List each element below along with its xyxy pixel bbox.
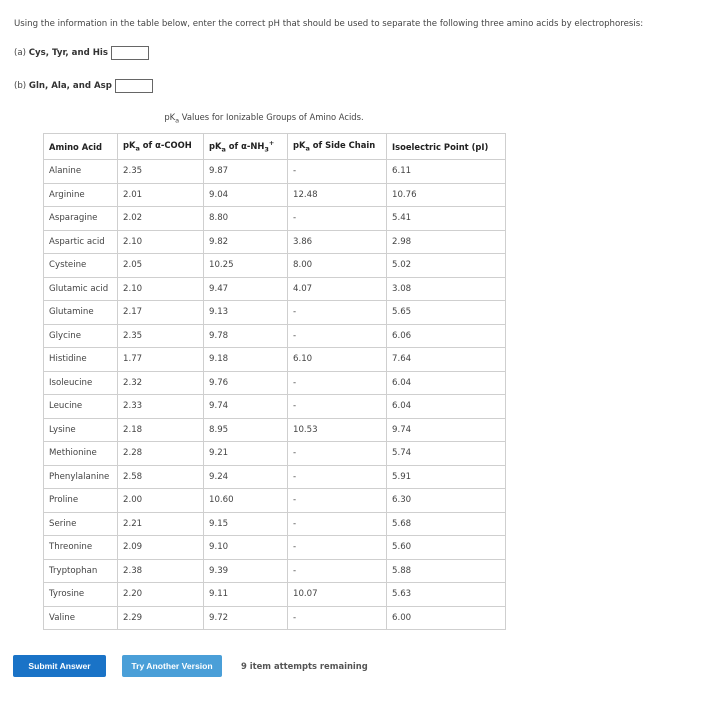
cell-amino-acid: Glutamine <box>44 301 118 325</box>
cell-pka-cooh: 2.00 <box>118 489 204 513</box>
submit-answer-button[interactable]: Submit Answer <box>13 655 106 677</box>
header-pka-side-chain: $pK_a$ of Side Chain <box>288 134 387 160</box>
cell-pka-cooh: 2.05 <box>118 254 204 278</box>
cell-pka-cooh: 2.33 <box>118 395 204 419</box>
cell-amino-acid: Tryptophan <box>44 559 118 583</box>
table-row <box>44 207 506 231</box>
cell-pka-nh3: 9.72 <box>204 606 288 630</box>
cell-pka-cooh: 2.38 <box>118 559 204 583</box>
table-row <box>44 489 506 513</box>
cell-amino-acid: Leucine <box>44 395 118 419</box>
cell-isoelectric-point: 6.11 <box>387 160 506 184</box>
table-row <box>44 559 506 583</box>
cell-pka-side-chain: - <box>288 301 387 325</box>
table-row <box>44 160 506 184</box>
cell-isoelectric-point: 6.04 <box>387 371 506 395</box>
cell-isoelectric-point: 5.74 <box>387 442 506 466</box>
table-row <box>44 301 506 325</box>
answer-b-input[interactable] <box>115 79 153 93</box>
table-row <box>44 536 506 560</box>
cell-isoelectric-point: 9.74 <box>387 418 506 442</box>
cell-pka-nh3: 9.04 <box>204 183 288 207</box>
cell-isoelectric-point: 7.64 <box>387 348 506 372</box>
cell-pka-side-chain: - <box>288 465 387 489</box>
cell-pka-cooh: 1.77 <box>118 348 204 372</box>
cell-isoelectric-point: 10.76 <box>387 183 506 207</box>
cell-amino-acid: Alanine <box>44 160 118 184</box>
cell-pka-cooh: 2.10 <box>118 277 204 301</box>
cell-amino-acid: Phenylalanine <box>44 465 118 489</box>
header-pka-cooh: $pK_a$ of α-COOH <box>118 134 204 160</box>
cell-pka-nh3: 9.47 <box>204 277 288 301</box>
cell-isoelectric-point: 5.68 <box>387 512 506 536</box>
cell-pka-cooh: 2.20 <box>118 583 204 607</box>
cell-pka-nh3: 9.15 <box>204 512 288 536</box>
cell-pka-side-chain: 10.53 <box>288 418 387 442</box>
cell-amino-acid: Arginine <box>44 183 118 207</box>
cell-pka-side-chain: 3.86 <box>288 230 387 254</box>
cell-pka-side-chain: 4.07 <box>288 277 387 301</box>
cell-isoelectric-point: 5.41 <box>387 207 506 231</box>
cell-amino-acid: Isoleucine <box>44 371 118 395</box>
table-row <box>44 583 506 607</box>
cell-pka-side-chain: 10.07 <box>288 583 387 607</box>
table-row <box>44 324 506 348</box>
try-another-version-button[interactable]: Try Another Version <box>122 655 222 677</box>
cell-amino-acid: Aspartic acid <box>44 230 118 254</box>
table-row <box>44 442 506 466</box>
cell-isoelectric-point: 5.65 <box>387 301 506 325</box>
cell-amino-acid: Threonine <box>44 536 118 560</box>
cell-pka-cooh: 2.32 <box>118 371 204 395</box>
header-isoelectric-point: Isoelectric Point (pI) <box>387 134 506 160</box>
cell-isoelectric-point: 5.02 <box>387 254 506 278</box>
cell-pka-nh3: 9.76 <box>204 371 288 395</box>
cell-pka-side-chain: - <box>288 559 387 583</box>
cell-amino-acid: Lysine <box>44 418 118 442</box>
question-b-label: (b) Gln, Ala, and Asp <box>14 81 112 91</box>
table-row <box>44 348 506 372</box>
cell-amino-acid: Cysteine <box>44 254 118 278</box>
cell-isoelectric-point: 6.30 <box>387 489 506 513</box>
table-row <box>44 254 506 278</box>
cell-pka-nh3: 9.18 <box>204 348 288 372</box>
table-row <box>44 606 506 630</box>
cell-pka-nh3: 9.87 <box>204 160 288 184</box>
cell-isoelectric-point: 5.60 <box>387 536 506 560</box>
cell-pka-side-chain: - <box>288 489 387 513</box>
table-row <box>44 418 506 442</box>
cell-amino-acid: Valine <box>44 606 118 630</box>
cell-amino-acid: Methionine <box>44 442 118 466</box>
cell-pka-side-chain: - <box>288 324 387 348</box>
cell-amino-acid: Tyrosine <box>44 583 118 607</box>
cell-pka-side-chain: - <box>288 371 387 395</box>
cell-pka-cooh: 2.28 <box>118 442 204 466</box>
cell-isoelectric-point: 6.06 <box>387 324 506 348</box>
cell-isoelectric-point: 5.63 <box>387 583 506 607</box>
cell-isoelectric-point: 6.00 <box>387 606 506 630</box>
cell-pka-side-chain: - <box>288 160 387 184</box>
cell-amino-acid: Histidine <box>44 348 118 372</box>
cell-pka-cooh: 2.18 <box>118 418 204 442</box>
cell-pka-nh3: 9.74 <box>204 395 288 419</box>
cell-isoelectric-point: 2.98 <box>387 230 506 254</box>
question-a <box>14 46 149 60</box>
table-row <box>44 395 506 419</box>
table-row <box>44 465 506 489</box>
table-row <box>44 371 506 395</box>
cell-pka-nh3: 9.11 <box>204 583 288 607</box>
cell-pka-side-chain: - <box>288 512 387 536</box>
cell-amino-acid: Asparagine <box>44 207 118 231</box>
question-b <box>14 79 153 93</box>
cell-pka-side-chain: 6.10 <box>288 348 387 372</box>
cell-amino-acid: Glutamic acid <box>44 277 118 301</box>
cell-pka-nh3: 10.60 <box>204 489 288 513</box>
pka-table <box>43 133 506 630</box>
cell-amino-acid: Glycine <box>44 324 118 348</box>
table-caption: $pK_a$ Values for Ionizable Groups of Amino Acids. <box>164 112 364 125</box>
cell-pka-nh3: 9.24 <box>204 465 288 489</box>
cell-pka-cooh: 2.21 <box>118 512 204 536</box>
cell-pka-nh3: 9.21 <box>204 442 288 466</box>
cell-pka-cooh: 2.17 <box>118 301 204 325</box>
header-pka-nh3: $pK_a$ of $\alpha-NH_3^+$ <box>204 134 288 160</box>
cell-amino-acid: Proline <box>44 489 118 513</box>
cell-pka-cooh: 2.10 <box>118 230 204 254</box>
cell-pka-nh3: 8.80 <box>204 207 288 231</box>
cell-pka-nh3: 9.13 <box>204 301 288 325</box>
cell-isoelectric-point: 6.04 <box>387 395 506 419</box>
table-row <box>44 183 506 207</box>
cell-pka-side-chain: 8.00 <box>288 254 387 278</box>
cell-pka-side-chain: - <box>288 606 387 630</box>
attempts-remaining: 9 item attempts remaining <box>241 661 368 671</box>
cell-pka-side-chain: 12.48 <box>288 183 387 207</box>
cell-pka-cooh: 2.35 <box>118 324 204 348</box>
cell-pka-cooh: 2.09 <box>118 536 204 560</box>
cell-pka-nh3: 9.78 <box>204 324 288 348</box>
cell-isoelectric-point: 3.08 <box>387 277 506 301</box>
question-a-label: (a) Cys, Tyr, and His <box>14 48 108 58</box>
cell-pka-cooh: 2.01 <box>118 183 204 207</box>
cell-pka-side-chain: - <box>288 207 387 231</box>
table-header-row <box>44 134 506 160</box>
cell-pka-nh3: 8.95 <box>204 418 288 442</box>
table-row <box>44 512 506 536</box>
answer-a-input[interactable] <box>111 46 149 60</box>
cell-pka-cooh: 2.35 <box>118 160 204 184</box>
cell-pka-cooh: 2.58 <box>118 465 204 489</box>
instruction-text: Using the information in the table below, enter the correct pH that should be used to separate the following three amino acids by electrophoresis: <box>14 19 644 29</box>
cell-pka-side-chain: - <box>288 395 387 419</box>
cell-pka-cooh: 2.29 <box>118 606 204 630</box>
header-amino-acid: Amino Acid <box>44 134 118 160</box>
cell-pka-nh3: 9.10 <box>204 536 288 560</box>
cell-pka-side-chain: - <box>288 442 387 466</box>
cell-isoelectric-point: 5.88 <box>387 559 506 583</box>
table-row <box>44 230 506 254</box>
cell-pka-nh3: 9.82 <box>204 230 288 254</box>
cell-isoelectric-point: 5.91 <box>387 465 506 489</box>
table-row <box>44 277 506 301</box>
cell-pka-nh3: 9.39 <box>204 559 288 583</box>
cell-pka-nh3: 10.25 <box>204 254 288 278</box>
cell-pka-side-chain: - <box>288 536 387 560</box>
cell-amino-acid: Serine <box>44 512 118 536</box>
cell-pka-cooh: 2.02 <box>118 207 204 231</box>
